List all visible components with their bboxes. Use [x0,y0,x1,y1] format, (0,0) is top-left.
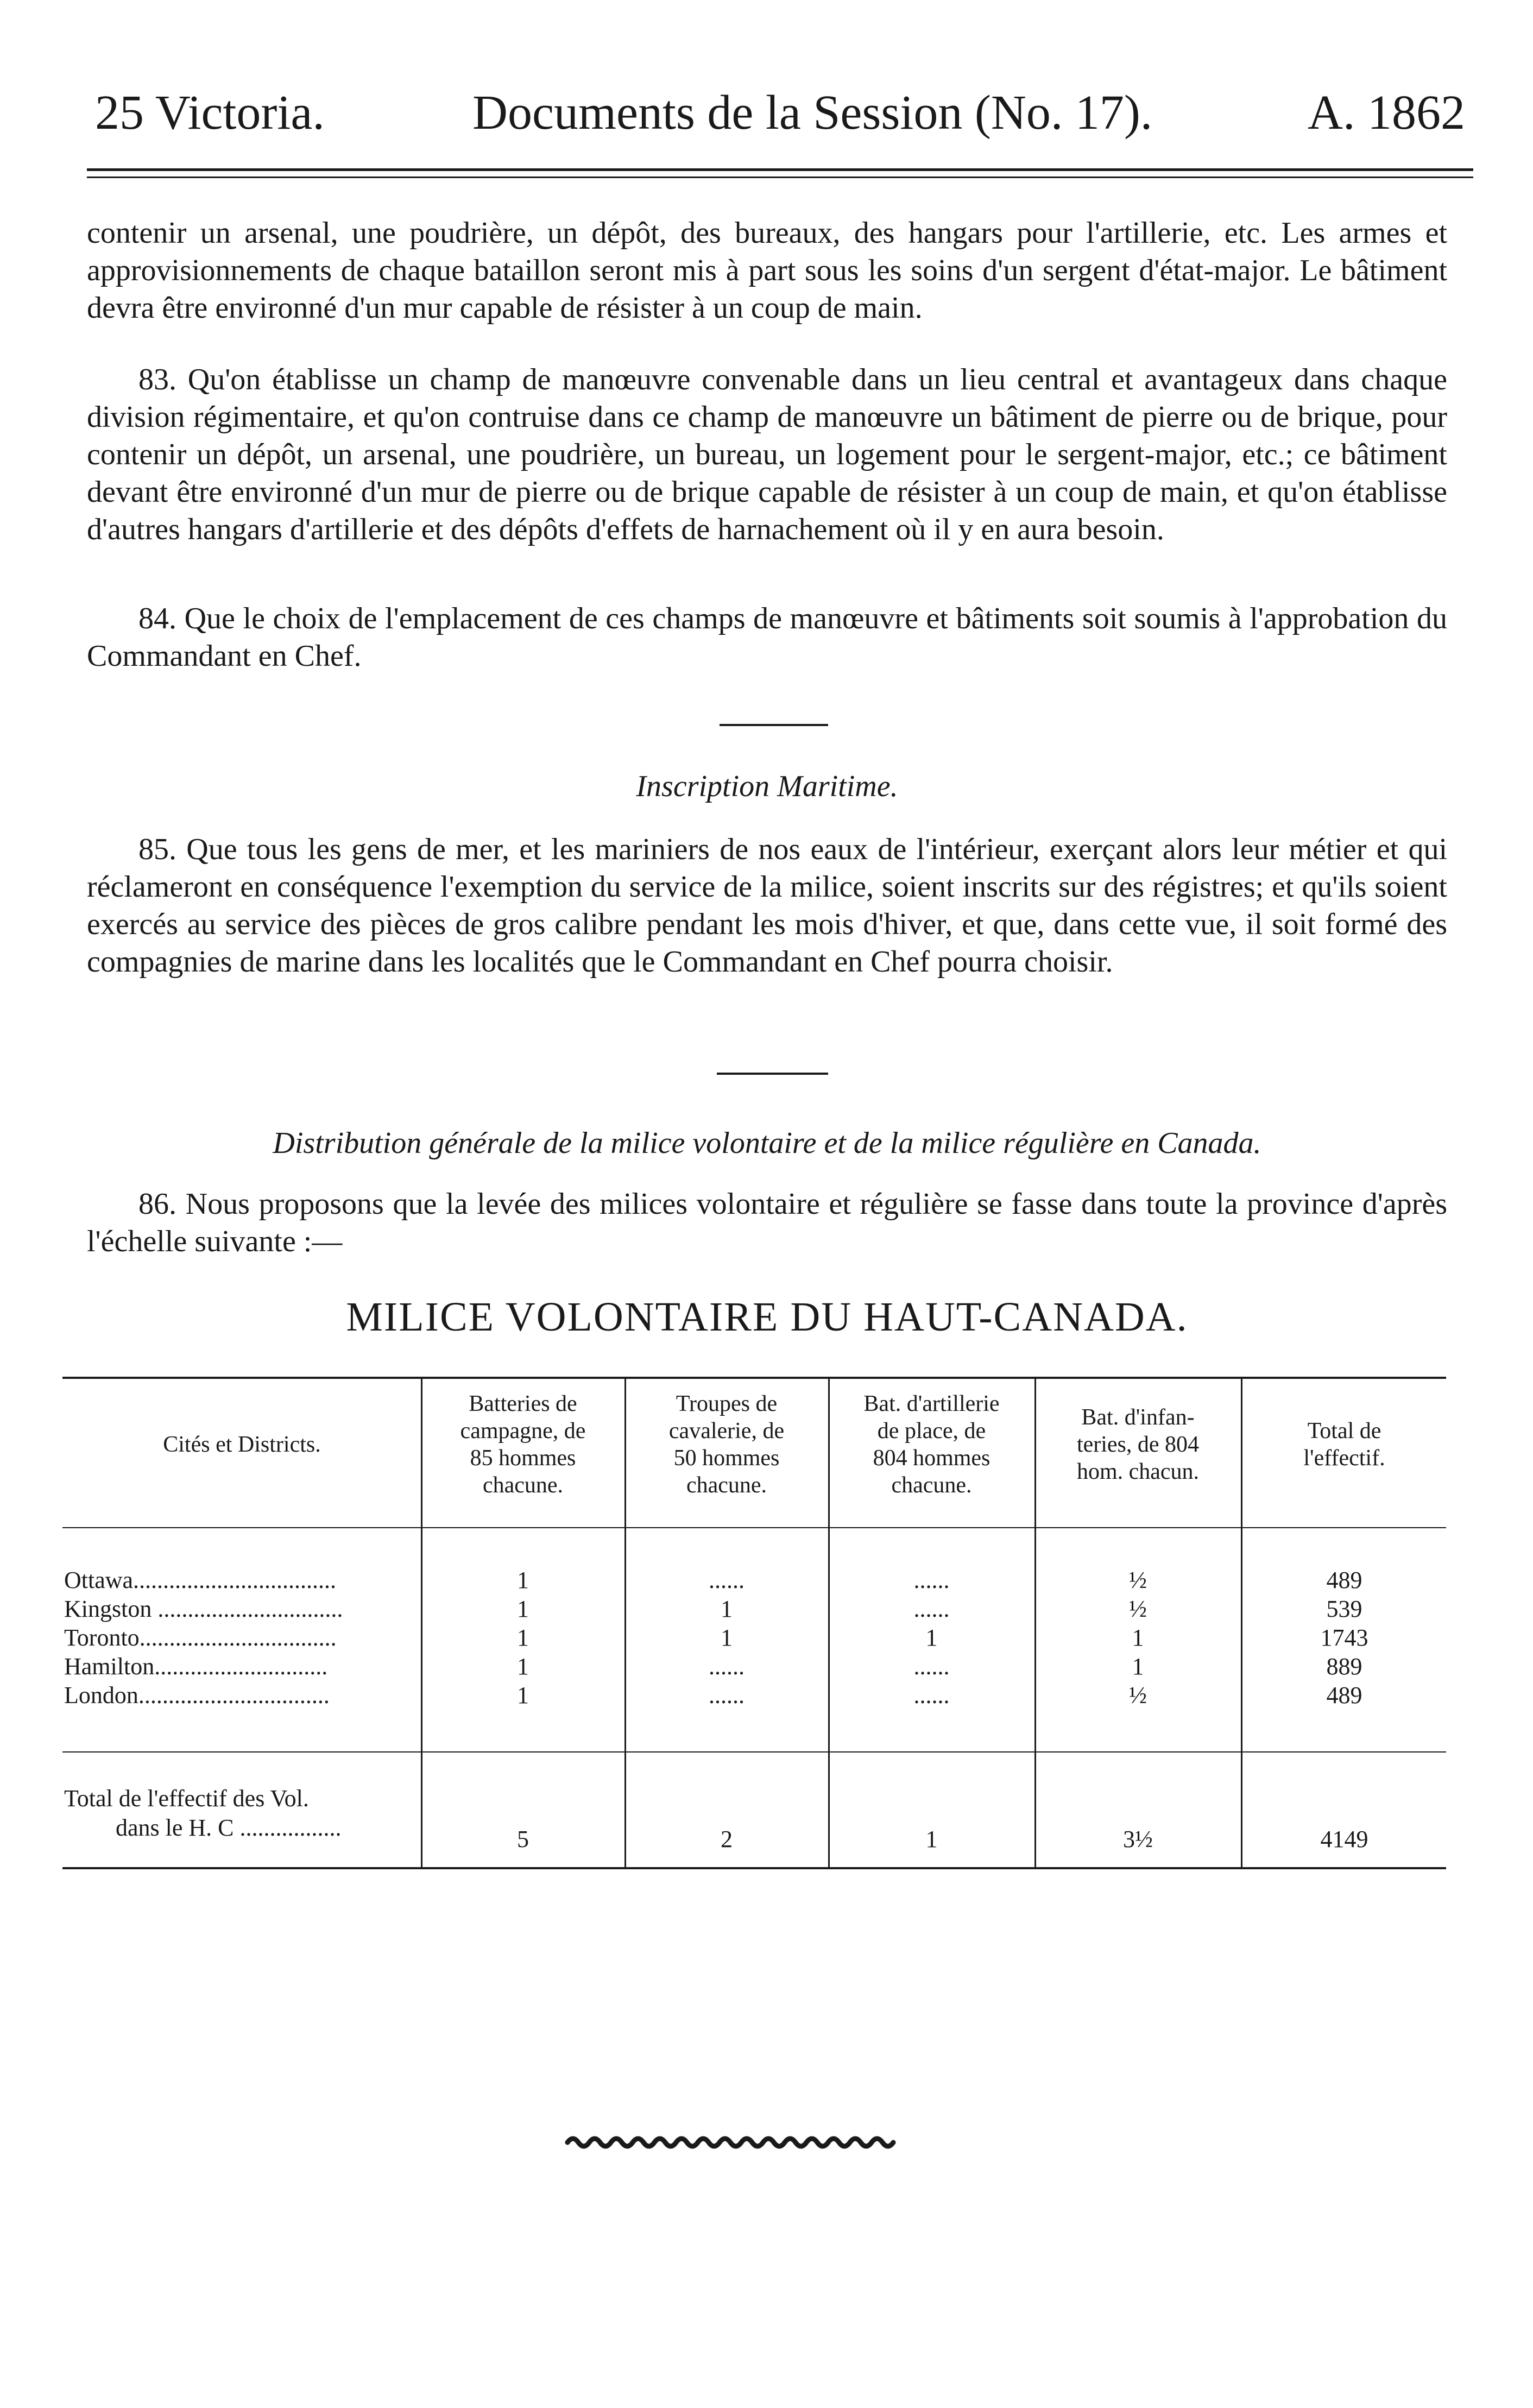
column-header-cites: Cités et Districts. [163,1432,321,1457]
cell-batteries: 1 [517,1567,529,1593]
cell-cavalerie: ...... [709,1567,745,1593]
table-bottom-rule [62,1867,1446,1869]
paragraph-85: 85. Que tous les gens de mer, et les mariniers de nos eaux de l'intérieur, exerçant alors leur métier et qui réclameront en conséquence l'exemption du service de la milice, soient inscrits sur des régistres; et qu'ils soient exercés au service des pièces de gros calibre pendant les mois d'hiver, et que, dans cette vue, il soit formé des compagnies de marine dans les localités que le Commandant en Chef pourra choisir. [87,833,1447,979]
cell-total: 539 [1326,1596,1362,1622]
row-label: London................................ [64,1682,330,1709]
heading-inscription-maritime: Inscription Maritime. [636,770,898,803]
header-title: Documents de la Session (No. 17). [472,86,1153,140]
cell-cavalerie: 1 [721,1624,733,1651]
table-title: MILICE VOLONTAIRE DU HAUT-CANADA. [346,1294,1188,1340]
row-label: Kingston ............................... [64,1596,343,1622]
cell-total: 889 [1326,1653,1362,1680]
cell-total: 4149 [1320,1826,1368,1852]
cell-cavalerie: 2 [721,1826,733,1852]
cell-artillerie: 1 [925,1624,938,1651]
heading-distribution: Distribution générale de la milice volontaire et de la milice régulière en Canada. [273,1126,1261,1160]
cell-artillerie: ...... [913,1682,950,1709]
row-label: Ottawa.................................. [64,1567,337,1593]
cell-infanterie: 1 [1132,1624,1144,1651]
total-label: Total de l'effectif des Vol. dans le H. C ................. [64,1785,342,1841]
cell-total: 1743 [1320,1624,1368,1651]
cell-batteries: 1 [517,1682,529,1709]
column-header-cavalerie: Troupes de cavalerie, de 50 hommes chacune. [668,1391,785,1498]
cell-artillerie: 1 [925,1826,938,1852]
header-rule-thin [87,176,1473,178]
section-divider [717,1073,828,1075]
paragraph-84: 84. Que le choix de l'emplacement de ces champs de manœuvre et bâtiments soit soumis à l'approbation du Commandant en Chef. [87,602,1447,673]
paragraph-86: 86. Nous proposons que la levée des milices volontaire et régulière se fasse dans toute la province d'après l'échelle suivante :— [87,1187,1447,1258]
column-header-batteries: Batteries de campagne, de 85 hommes chacune. [460,1391,586,1498]
header-volume: 25 Victoria. [95,86,325,140]
row-label: Toronto................................. [64,1624,337,1651]
cell-batteries: 5 [517,1826,529,1852]
header-rule [87,168,1473,171]
cell-infanterie: 1 [1132,1653,1144,1680]
column-header-infanterie: Bat. d'infan- teries, de 804 hom. chacun. [1076,1405,1200,1484]
paragraph-continuation: contenir un arsenal, une poudrière, un dépôt, des bureaux, des hangars pour l'artillerie, etc. Les armes et approvisionnements de chaque bataillon seront mis à part sous les soins d'un sergent d'état-major. Le bâtiment devra être environné d'un mur capable de résister à un coup de main. [87,216,1447,325]
column-header-total: Total de l'effectif. [1303,1419,1385,1471]
table-top-rule [62,1377,1446,1379]
cell-artillerie: ...... [913,1653,950,1680]
cell-cavalerie: ...... [709,1682,745,1709]
cell-infanterie: ½ [1129,1567,1147,1593]
end-ornament [565,2132,901,2153]
cell-cavalerie: 1 [721,1596,733,1622]
cell-artillerie: ...... [913,1567,950,1593]
cell-batteries: 1 [517,1596,529,1622]
cell-artillerie: ...... [913,1596,950,1622]
cell-infanterie: ½ [1129,1682,1147,1709]
cell-batteries: 1 [517,1624,529,1651]
header-year: A. 1862 [1308,86,1465,140]
row-label: Hamilton............................. [64,1653,328,1680]
cell-total: 489 [1326,1682,1362,1709]
cell-infanterie: ½ [1129,1596,1147,1622]
cell-infanterie: 3½ [1123,1826,1153,1852]
column-header-artillerie: Bat. d'artillerie de place, de 804 hommes chacune. [863,1391,1000,1498]
table-total-rule [62,1751,1446,1753]
cell-batteries: 1 [517,1653,529,1680]
cell-cavalerie: ...... [709,1653,745,1680]
table-header-rule [62,1527,1446,1528]
paragraph-83: 83. Qu'on établisse un champ de manœuvre convenable dans un lieu central et avantageux dans chaque division régimentaire, et qu'on contruise dans ce champ de manœuvre un bâtiment de pierre ou de brique, pour contenir un dépôt, un arsenal, une poudrière, un bureau, un logement pour le sergent-major, etc.; ce bâtiment devant être environné d'un mur de pierre ou de brique capable de résister à un coup de main, et qu'on établisse d'autres hangars d'artillerie et des dépôts d'effets de harnachement où il y en aura besoin. [87,363,1447,546]
section-divider [720,724,828,726]
cell-total: 489 [1326,1567,1362,1593]
